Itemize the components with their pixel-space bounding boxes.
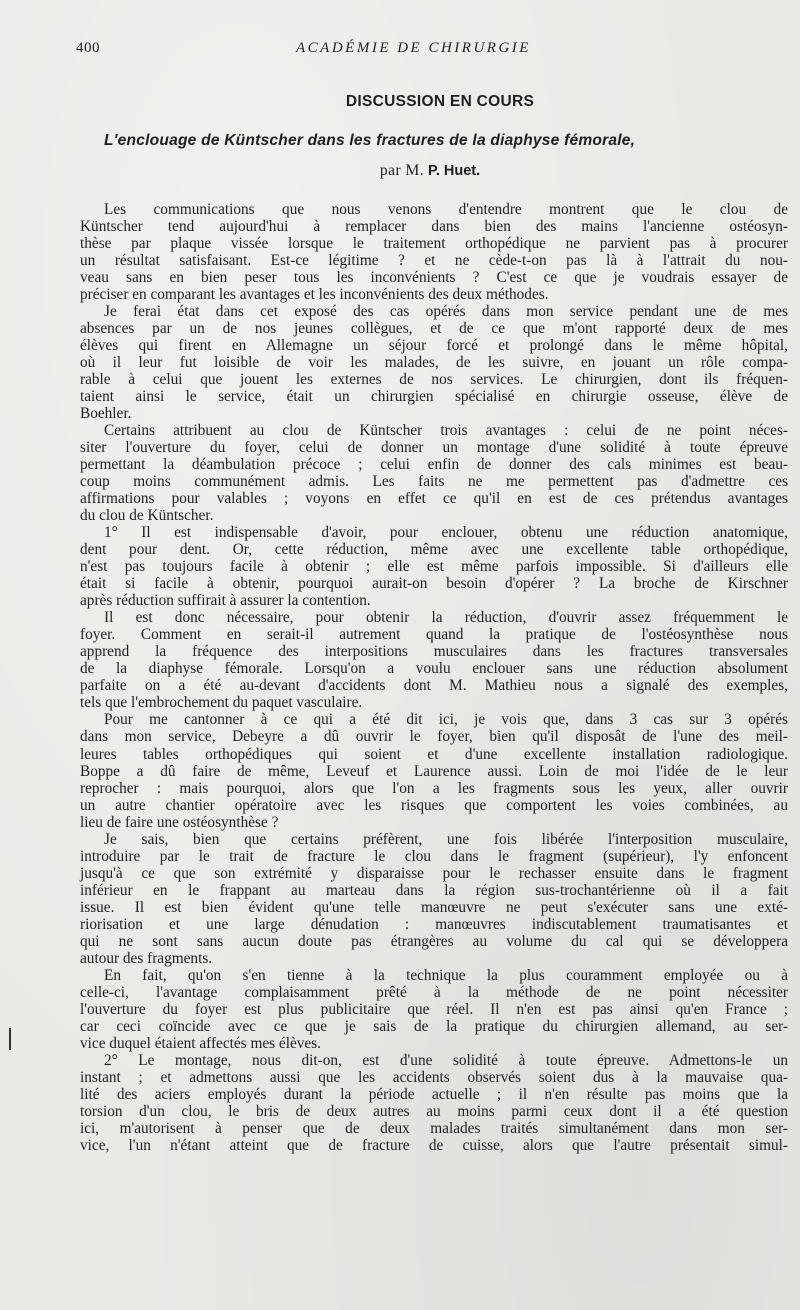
- body-line: coup moins communément admis. Les faits ne me permettent pas d'admettre ces: [80, 473, 788, 491]
- body-line: qui ne sont sans aucun doute pas étrangères au volume du cal qui se développera: [80, 932, 788, 950]
- body-line: dent pour dent. Or, cette réduction, même avec une excellente table orthopédique,: [80, 541, 788, 559]
- body-line: Les communications que nous venons d'entendre montrent que le clou de: [104, 201, 788, 218]
- body-line: 2° Le montage, nous dit-on, est d'une solidité à toute épreuve. Admettons-le un: [104, 1051, 788, 1069]
- section-heading: DISCUSSION EN COURS: [345, 93, 535, 110]
- body-line: vice, l'un n'étant atteint que de fracture de cuisse, alors que l'autre présentait simul-: [80, 1136, 788, 1154]
- body-line: Pour me cantonner à ce qui a été dit ici, je vois que, dans 3 cas sur 3 opérés: [104, 711, 788, 729]
- body-line: Il est donc nécessaire, pour obtenir la réduction, d'ouvrir assez fréquemment le: [104, 609, 788, 627]
- body-line: préciser en comparant les avantages et les inconvénients des deux méthodes.: [80, 286, 549, 304]
- body-line: un autre chantier opératoire avec les risques que comportent les voies combinées, au: [80, 796, 788, 814]
- body-line: autour des fragments.: [80, 949, 213, 967]
- body-line: issue. Il est bien évident qu'une telle manœuvre ne peut s'exécuter sans une exté-: [80, 898, 788, 916]
- body-line: car ceci coïncide avec ce que je sais de la pratique du chirurgien allemand, au ser-: [80, 1017, 788, 1035]
- body-line: Boppe a dû faire de même, Leveuf et Laurence aussi. Loin de moi l'idée de le leur: [80, 762, 788, 780]
- body-line: permettant la déambulation précoce ; celui enfin de donner des cals minimes est beau-: [80, 456, 788, 474]
- body-line: ici, m'autorisent à penser que de deux malades traités simultanément dans mon ser-: [80, 1119, 788, 1137]
- body-line: où il leur fut loisible de voir les malades, de les suivre, en jouant un rôle compa-: [80, 354, 788, 372]
- body-line: jusqu'à ce que son extrémité y disparaisse pour le rechasser ensuite dans le fragment: [80, 864, 788, 882]
- body-line: torsion d'un clou, le bris de deux autres au moins parmi ceux dont il a été question: [80, 1102, 788, 1120]
- body-line: Küntscher tend aujourd'hui à remplacer dans bien des mains l'ancienne ostéosyn-: [80, 218, 788, 236]
- body-line: n'est pas toujours facile à obtenir ; elle est même parfois impossible. Si d'ailleurs elle: [80, 558, 788, 576]
- body-line: élèves qui firent en Allemagne un séjour forcé et prolongé dans le même hôpital,: [80, 337, 788, 355]
- body-line: inférieur en le frappant au marteau dans la région sus-trochantérienne où il a fait: [80, 881, 788, 899]
- body-line: absences par un de nos jeunes collègues, et de ce que m'ont rapporté deux de mes: [80, 320, 788, 338]
- body-line: un résultat satisfaisant. Est-ce légitime ? et ne cède-t-on pas là à l'attrait du nou-: [80, 252, 788, 270]
- body-line: lieu de faire une ostéosynthèse ?: [80, 813, 279, 831]
- author-name: P. Huet.: [428, 163, 481, 179]
- body-line: 1° Il est indispensable d'avoir, pour enclouer, obtenu une réduction anatomique,: [104, 524, 788, 542]
- body-line: riorisation et une large dénudation : manœuvres indiscutablement traumatisantes et: [80, 915, 788, 933]
- body-line: introduire par le trait de fracture le clou dans le fragment (supérieur), l'y enfoncent: [80, 847, 788, 865]
- body-line: de la diaphyse fémorale. Lorsqu'on a voulu enclouer sans une réduction absolument: [80, 660, 788, 678]
- body-line: tels que l'embrochement du paquet vasculaire.: [80, 694, 363, 712]
- body-line: thèse par plaque vissée lorsque le traitement orthopédique ne parvient pas à procurer: [80, 235, 788, 253]
- byline-prefix: par M.: [379, 162, 425, 179]
- article-body: [80, 201, 788, 1154]
- body-line: veau sans en bien peser tous les inconvénients ? C'est ce que je voudrais essayer de: [80, 269, 788, 287]
- body-line: taient ainsi le service, était un chirurgien spécialisé en chirurgie osseuse, élève de: [80, 388, 788, 406]
- body-line: l'ouverture du foyer est plus publicitaire que réel. Il n'en est pas ainsi qu'en France ;: [80, 1000, 788, 1018]
- body-line: du clou de Küntscher.: [80, 507, 214, 525]
- body-line: rable à celui que jouent les externes de nos services. Le chirurgien, dont ils fréquen-: [80, 371, 788, 389]
- body-line: instant ; et admettons aussi que les accidents observés soient dus à la mauvaise qua-: [80, 1068, 788, 1086]
- body-line: Je ferai état dans cet exposé des cas opérés dans mon service pendant une de mes: [104, 303, 788, 321]
- margin-mark: [9, 1028, 11, 1050]
- running-head: [76, 40, 766, 60]
- body-line: dans mon service, Debeyre a dû ouvrir le foyer, bien qu'il disposât de l'une des meil-: [80, 728, 788, 746]
- body-line: foyer. Comment en serait-il autrement quand la pratique de l'ostéosynthèse nous: [80, 626, 788, 644]
- article-title: L'enclouage de Küntscher dans les fractures de la diaphyse fémorale,: [104, 132, 636, 149]
- byline: [0, 162, 800, 180]
- page-number: 400: [76, 40, 100, 56]
- journal-title: ACADÉMIE DE CHIRURGIE: [296, 40, 531, 56]
- body-line: affirmations pour valables ; voyons en effet ce qu'il en est de ces prétendus avantages: [80, 490, 788, 508]
- body-line: celle-ci, l'avantage complaisamment prêté à la méthode de ne point nécessiter: [80, 983, 788, 1001]
- body-line: était si facile à obtenir, pourquoi aurait-on besoin d'opérer ? La broche de Kirschner: [80, 575, 788, 593]
- body-line: parfaite on a été au-devant d'accidents dont M. Mathieu nous a signalé des exemples,: [80, 677, 788, 695]
- body-line: siter l'ouverture du foyer, celui de donner un montage d'une solidité à toute épreuve: [80, 439, 788, 457]
- body-line: après réduction suffirait à assurer la contention.: [80, 592, 371, 610]
- body-line: Je sais, bien que certains préfèrent, une fois libérée l'interposition musculaire,: [104, 830, 788, 848]
- body-line: En fait, qu'on s'en tienne à la technique la plus couramment employée ou à: [104, 966, 788, 984]
- body-line: apprend la fréquence des interpositions musculaires dans les fractures transversales: [80, 643, 788, 661]
- body-line: reprocher : mais pourquoi, alors que l'on a les fragments sous les yeux, aller ouvrir: [80, 779, 788, 797]
- body-line: leures tables orthopédiques qui soient et d'une excellente installation radiologique.: [80, 745, 788, 763]
- body-line: Boehler.: [80, 405, 132, 423]
- body-line: lité des aciers employés durant la période actuelle ; il n'en résulte pas moins que la: [80, 1085, 788, 1103]
- body-line: Certains attribuent au clou de Küntscher trois avantages : celui de ne point néces-: [104, 422, 788, 440]
- body-line: vice duquel étaient affectés mes élèves.: [80, 1034, 321, 1052]
